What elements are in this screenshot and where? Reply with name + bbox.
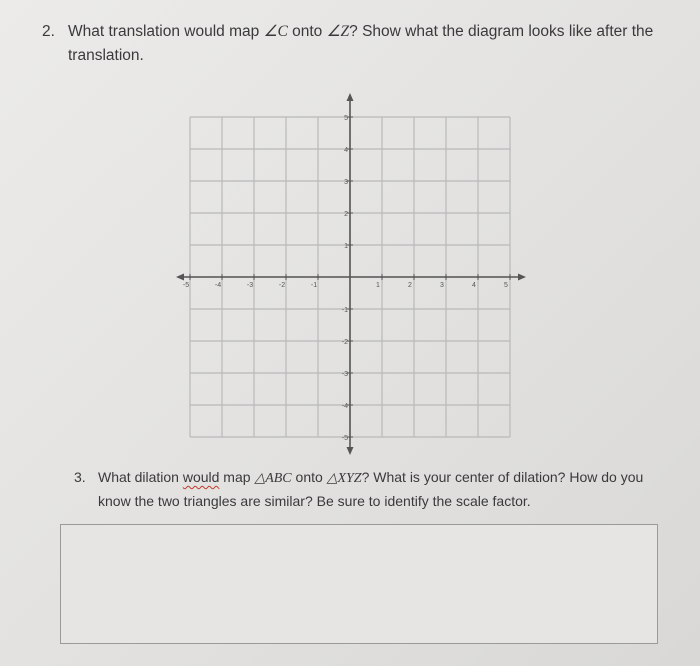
- x-tick-label: -4: [214, 282, 222, 289]
- axes: [176, 93, 526, 455]
- y-tick-label: 4: [344, 147, 348, 154]
- x-tick-label: 5: [504, 282, 508, 289]
- y-tick-label: -4: [341, 403, 348, 410]
- y-tick-label: -5: [341, 435, 348, 442]
- coordinate-grid[interactable]: [170, 70, 535, 455]
- x-axis-arrow-right: [518, 274, 526, 281]
- question-number: 2.: [42, 23, 55, 40]
- x-tick-label: -2: [278, 282, 286, 289]
- x-tick-label: 4: [472, 282, 476, 289]
- x-tick-label: 1: [376, 282, 380, 289]
- question-text: What dilation would map △ABC onto △XYZ? What is your center of dilation? How do you know the two triangles are similar? Be sure to identify the scale factor.: [98, 469, 644, 509]
- y-axis-arrow-down: [347, 447, 354, 455]
- x-tick-label: -3: [246, 282, 254, 289]
- angle-c: ∠C: [263, 23, 288, 40]
- y-tick-label: 1: [344, 243, 348, 250]
- triangle-xyz: △XYZ: [326, 471, 362, 486]
- y-tick-label: 5: [344, 115, 348, 122]
- y-tick-label: -1: [341, 307, 348, 314]
- y-tick-label: -2: [341, 339, 348, 346]
- y-axis-arrow-up: [347, 93, 354, 101]
- y-tick-label: 3: [344, 179, 348, 186]
- y-tick-label: -3: [341, 371, 348, 378]
- x-tick-label: -1: [310, 282, 318, 289]
- x-tick-label: 3: [440, 282, 444, 289]
- y-tick-label: 2: [344, 211, 348, 218]
- triangle-abc: △ABC: [254, 471, 292, 486]
- question-text: What translation would map ∠C onto ∠Z? Show what the diagram looks like after the translation.: [68, 23, 654, 64]
- answer-box[interactable]: [60, 524, 658, 644]
- x-tick-label: -5: [182, 282, 190, 289]
- x-tick-label: 2: [408, 282, 412, 289]
- spellcheck-word: would: [182, 469, 220, 485]
- tick-labels: [183, 115, 508, 442]
- x-axis-arrow-left: [176, 274, 184, 281]
- angle-z: ∠Z: [326, 23, 350, 40]
- question-number: 3.: [74, 469, 86, 485]
